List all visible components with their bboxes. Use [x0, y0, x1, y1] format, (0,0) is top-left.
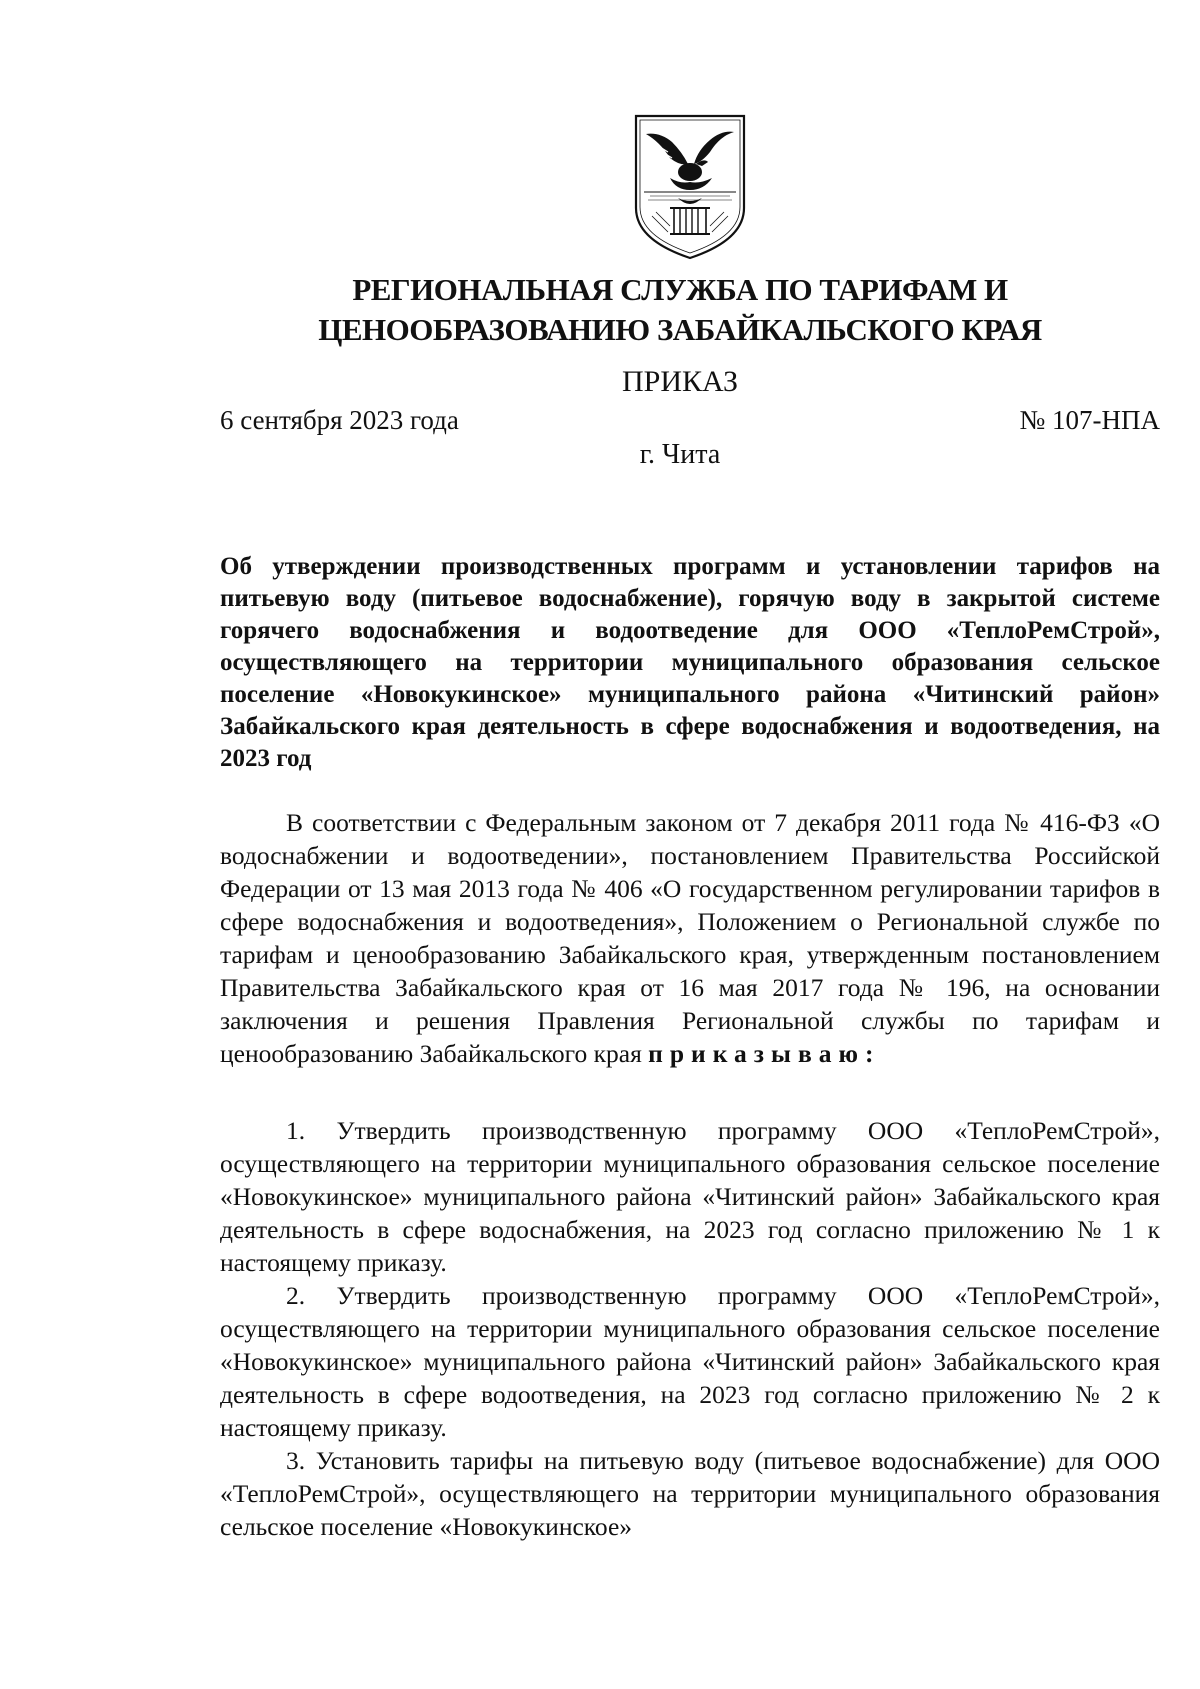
order-word: приказываю: — [648, 1039, 881, 1068]
order-item-1: 1. Утвердить производственную программу ООО «ТеплоРемСтрой», осуществляющего на территории муниципального образования сельское поселение «Новокукинское» муниципального района «Читинский район» Забайкальского края деятельность в сфере водоснабжения, на 2023 год согласно приложению № 1 к настоящему приказу. — [220, 1116, 1160, 1277]
order-city: г. Чита — [639, 439, 721, 470]
document-type: ПРИКАЗ — [622, 365, 738, 398]
order-item-2: 2. Утвердить производственную программу ООО «ТеплоРемСтрой», осуществляющего на территории муниципального образования сельское поселение «Новокукинское» муниципального района «Читинский район» Забайкальского края деятельность в сфере водоотведения, на 2023 год согласно приложению № 2 к настоящему приказу. — [220, 1281, 1160, 1442]
order-body — [220, 806, 1160, 1543]
authority-name-line-2: ЦЕНООБРАЗОВАНИЮ ЗАБАЙКАЛЬСКОГО КРАЯ — [318, 312, 1042, 347]
order-date: 6 сентября 2023 года — [220, 405, 459, 435]
order-subject: Об утверждении производственных программ и установлении тарифов на питьевую воду (питьевое водоснабжение), горячую воду в закрытой системе горячего водоснабжения и водоотведение для ООО «ТеплоРемСтрой», осуществляющего на территории муниципального образования сельское поселение «Новокукинское» муниципального района «Читинский район» Забайкальского края деятельность в сфере водоснабжения и водоотведения, на 2023 год — [220, 553, 1160, 772]
coat-of-arms-icon — [630, 112, 750, 262]
paragraph-gap — [220, 1070, 1160, 1114]
preamble-text: В соответствии с Федеральным законом от 7 декабря 2011 года № 416-ФЗ «О водоснабжении и водоотведении», постановлением Правительства Российской Федерации от 13 мая 2013 года № 406 «О государственном регулировании тарифов в сфере водоснабжения и водоотведения», Положением о Региональной службе по тарифам и ценообразованию Забайкальского края, утвержденным постановлением Правительства Забайкальского края от 16 мая 2017 года № 196, на основании заключения и решения Правления Региональной службы по тарифам и ценообразованию Забайкальского края — [220, 808, 1160, 1068]
order-number: № 107-НПА — [1019, 405, 1160, 435]
preamble-paragraph — [220, 806, 1160, 1070]
authority-name-line-1: РЕГИОНАЛЬНАЯ СЛУЖБА ПО ТАРИФАМ И — [352, 272, 1008, 307]
order-item-3: 3. Установить тарифы на питьевую воду (питьевое водоснабжение) для ООО «ТеплоРемСтрой», осуществляющего на территории муниципального образования сельское поселение «Новокукинское» — [220, 1446, 1160, 1541]
authority-name — [200, 270, 1160, 350]
